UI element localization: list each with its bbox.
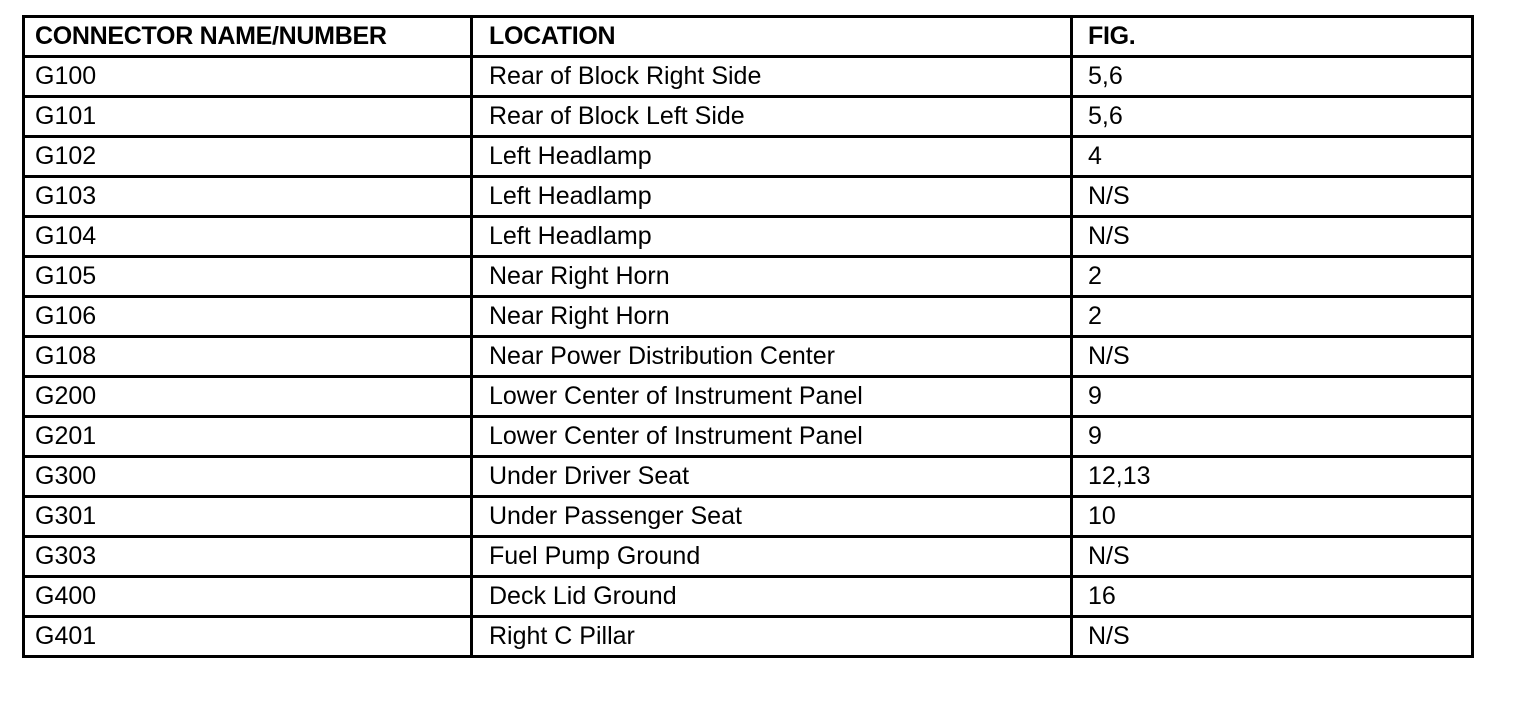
cell-fig: N/S [1072,337,1473,377]
table-row [24,617,1473,657]
cell-connector: G300 [24,457,472,497]
table-row [24,57,1473,97]
header-row [24,17,1473,57]
table-body [24,57,1473,657]
table-row [24,97,1473,137]
cell-fig: 9 [1072,417,1473,457]
cell-connector: G101 [24,97,472,137]
cell-location: Lower Center of Instrument Panel [472,417,1072,457]
cell-fig: N/S [1072,617,1473,657]
connector-table [22,15,1474,658]
table-row [24,337,1473,377]
cell-location: Under Driver Seat [472,457,1072,497]
cell-fig: 16 [1072,577,1473,617]
table-row [24,497,1473,537]
cell-location: Deck Lid Ground [472,577,1072,617]
cell-fig: 2 [1072,257,1473,297]
table-row [24,537,1473,577]
table-row [24,377,1473,417]
cell-fig: 12,13 [1072,457,1473,497]
cell-fig: 9 [1072,377,1473,417]
cell-fig: N/S [1072,537,1473,577]
cell-connector: G102 [24,137,472,177]
cell-fig: 5,6 [1072,57,1473,97]
table-row [24,257,1473,297]
table-row [24,417,1473,457]
cell-location: Near Power Distribution Center [472,337,1072,377]
header-fig: FIG. [1072,17,1473,57]
cell-location: Under Passenger Seat [472,497,1072,537]
cell-connector: G104 [24,217,472,257]
cell-location: Left Headlamp [472,177,1072,217]
cell-connector: G105 [24,257,472,297]
cell-fig: 2 [1072,297,1473,337]
cell-location: Left Headlamp [472,217,1072,257]
header-location: LOCATION [472,17,1072,57]
cell-connector: G106 [24,297,472,337]
cell-location: Lower Center of Instrument Panel [472,377,1072,417]
table-row [24,297,1473,337]
table-row [24,137,1473,177]
cell-location: Right C Pillar [472,617,1072,657]
cell-location: Left Headlamp [472,137,1072,177]
cell-connector: G400 [24,577,472,617]
cell-fig: 4 [1072,137,1473,177]
cell-connector: G100 [24,57,472,97]
cell-location: Near Right Horn [472,257,1072,297]
cell-connector: G108 [24,337,472,377]
cell-connector: G303 [24,537,472,577]
table-row [24,457,1473,497]
cell-fig: 10 [1072,497,1473,537]
cell-location: Rear of Block Left Side [472,97,1072,137]
cell-location: Fuel Pump Ground [472,537,1072,577]
cell-fig: N/S [1072,177,1473,217]
cell-connector: G301 [24,497,472,537]
cell-connector: G201 [24,417,472,457]
table-row [24,577,1473,617]
header-connector: CONNECTOR NAME/NUMBER [24,17,472,57]
cell-fig: 5,6 [1072,97,1473,137]
cell-connector: G401 [24,617,472,657]
cell-location: Rear of Block Right Side [472,57,1072,97]
table-row [24,177,1473,217]
table-row [24,217,1473,257]
cell-fig: N/S [1072,217,1473,257]
cell-location: Near Right Horn [472,297,1072,337]
cell-connector: G103 [24,177,472,217]
cell-connector: G200 [24,377,472,417]
